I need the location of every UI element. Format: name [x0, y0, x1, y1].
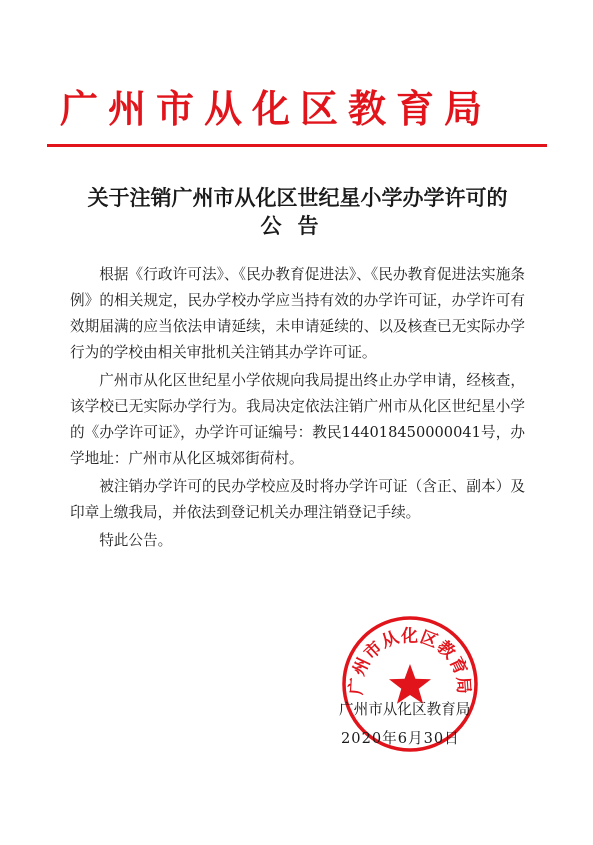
seal-text: 广州市从化区教育局 [346, 626, 474, 696]
document-title-line2: 公告 [260, 213, 335, 238]
document-title: 关于注销广州市从化区世纪星小学办学许可的 [87, 185, 508, 210]
paragraph-decision: 广州市从化区世纪星小学依规向我局提出终止办学申请，经核查，该学校已无实际办学行为。我局决定依法注销广州市从化区世纪星小学的《办学许可证》，办学许可证编号：教民144018450000041号，办学地址：广州市从化区城郊街荷村。 [70, 372, 525, 467]
document-body [70, 262, 525, 556]
paragraph-requirements: 被注销办学许可的民办学校应及时将办学许可证（含正、副本）及印章上缴我局，并依法到登记机关办理注销登记手续。 [70, 478, 525, 521]
paragraph-legal-basis: 根据《行政许可法》、《民办教育促进法》、《民办教育促进法实施条例》的相关规定，民办学校办学应当持有效的办学许可证，办学许可有效期届满的应当依法申请延续，未申请延续的、以及核查已无实际办学行为的学校由相关审批机关注销其办学许可证。 [70, 266, 525, 361]
paragraph-closing: 特此公告。 [99, 532, 173, 549]
signature-organization: 广州市从化区教育局 [339, 701, 471, 718]
signature-date: 2020年6月30日 [341, 730, 460, 747]
issuing-authority-header: 广州市从化区教育局 [60, 86, 493, 131]
red-divider-rule [47, 144, 547, 147]
